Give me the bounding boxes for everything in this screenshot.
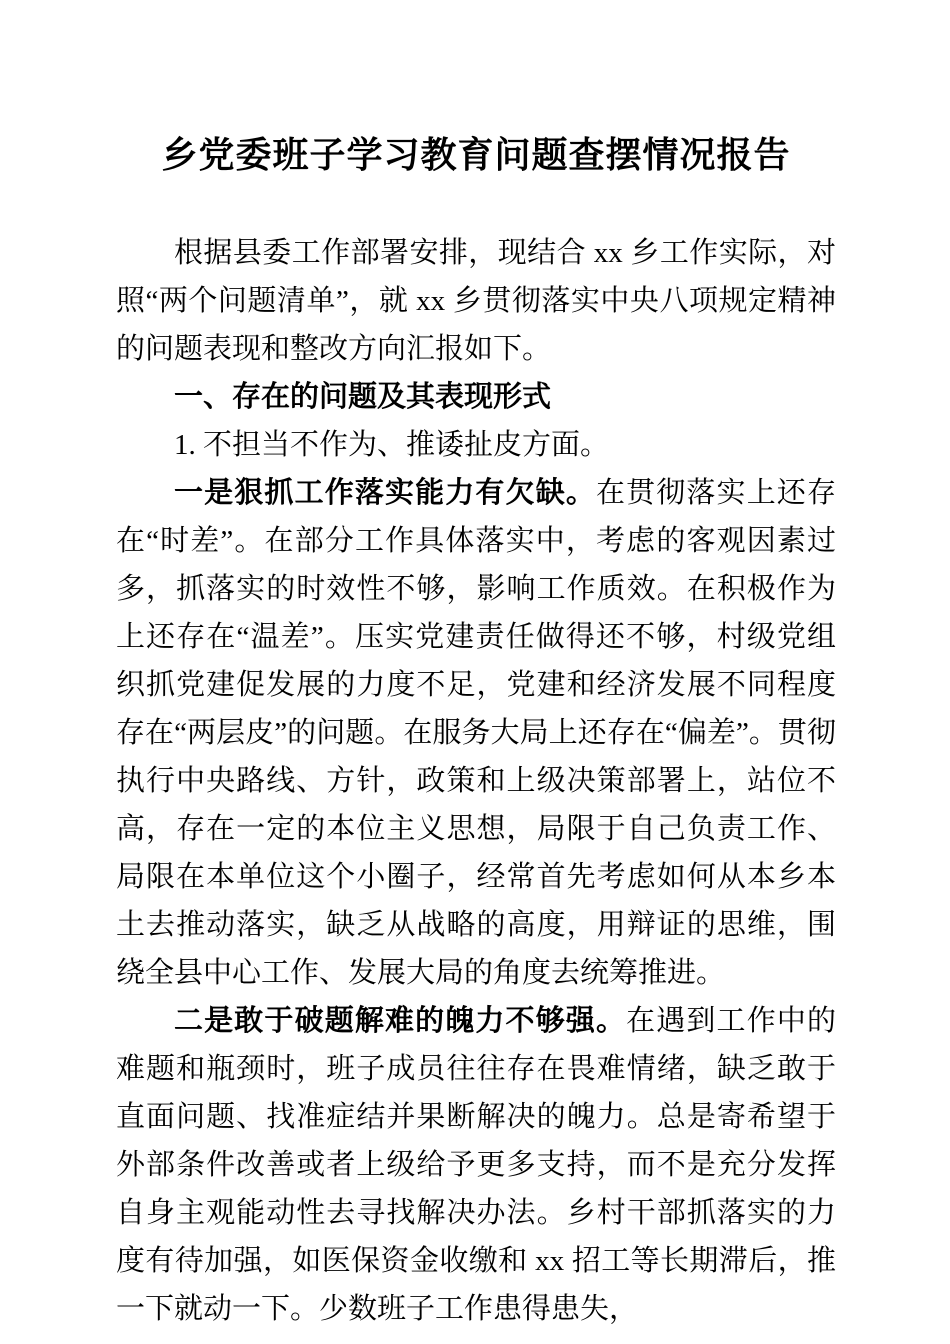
point-2-paragraph bbox=[116, 997, 836, 1333]
point-1-paragraph bbox=[116, 469, 836, 997]
document-title: 乡党委班子学习教育问题查摆情况报告 bbox=[161, 134, 791, 176]
point-2-lead: 二是敢于破题解难的魄力不够强。 bbox=[174, 1005, 627, 1037]
point-1-lead: 一是狠抓工作落实能力有欠缺。 bbox=[174, 477, 596, 509]
section-1-heading: 一、存在的问题及其表现形式 bbox=[174, 381, 552, 413]
point-1-text: 在贯彻落实上还存在“时差”。在部分工作具体落实中，考虑的客观因素过多，抓落实的时效性不够，影响工作质效。在积极作为上还存在“温差”。压实党建责任做得还不够，村级党组织抓党建促发展的力度不足，党建和经济发展不同程度存在“两层皮”的问题。在服务大局上还存在“偏差”。贯彻执行中央路线、方针，政策和上级决策部署上，站位不高，存在一定的本位主义思想，局限于自己负责工作、局限在本单位这个小圈子，经常首先考虑如何从本乡本土去推动落实，缺乏从战略的高度，用辩证的思维，围绕全县中心工作、发展大局的角度去统筹推进。 bbox=[116, 477, 836, 989]
section-1-item-1: 1. 不担当不作为、推诿扯皮方面。 bbox=[174, 429, 610, 461]
point-2-text: 在遇到工作中的难题和瓶颈时，班子成员往往存在畏难情绪，缺乏敢于直面问题、找准症结并果断解决的魄力。总是寄希望于外部条件改善或者上级给予更多支持，而不是充分发挥自身主观能动性去寻找解决办法。乡村干部抓落实的力度有待加强，如医保资金收缴和 xx 招工等长期滞后，推一下就动一下。少数班子工作患得患失， bbox=[116, 1005, 836, 1325]
intro-paragraph: 根据县委工作部署安排，现结合 xx 乡工作实际，对照“两个问题清单”，就 xx 乡贯彻落实中央八项规定精神的问题表现和整改方向汇报如下。 bbox=[116, 237, 836, 365]
